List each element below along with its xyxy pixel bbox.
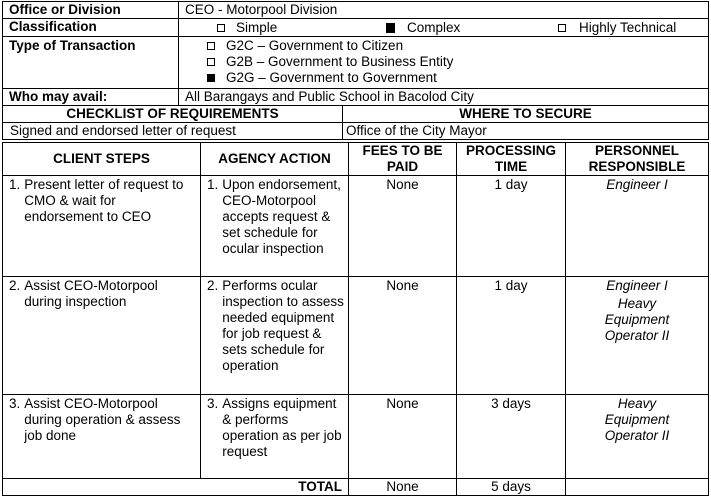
- processing-time-header: PROCESSING TIME: [457, 143, 566, 176]
- avail-row: [3, 89, 709, 106]
- client-step-text: Assist CEO-Motorpool during operation & assess job done: [24, 396, 181, 443]
- checkbox-checked-icon[interactable]: [207, 74, 215, 82]
- client-step-text: Present letter of request to CMO & wait for endorsement to CEO: [24, 177, 184, 224]
- total-row: [3, 479, 709, 496]
- table-row: [3, 395, 709, 479]
- checklist-table: [2, 105, 709, 140]
- avail-label: Who may avail:: [3, 89, 179, 106]
- processing-time-value: 1 day: [457, 176, 566, 277]
- fees-value: None: [349, 277, 457, 395]
- step-number: 2.: [9, 278, 21, 293]
- total-fees: None: [349, 479, 457, 496]
- personnel-header: PERSONNEL RESPONSIBLE: [566, 143, 709, 176]
- requirement-item: Signed and endorsed letter of request: [3, 123, 343, 140]
- transaction-row: [3, 37, 709, 89]
- checkbox-unchecked-icon[interactable]: [207, 42, 215, 50]
- where-to-secure-item: Office of the City Mayor: [343, 123, 709, 140]
- classification-options: [179, 19, 709, 37]
- fees-value: None: [349, 176, 457, 277]
- step-number: 1.: [207, 177, 219, 192]
- office-row: [3, 2, 709, 19]
- client-steps-header: CLIENT STEPS: [3, 143, 201, 176]
- processing-time-value: 3 days: [457, 395, 566, 479]
- total-time: 5 days: [457, 479, 566, 496]
- personnel-value: Heavy Equipment Operator II: [566, 395, 709, 479]
- agency-action-text: Assigns equipment & performs operation as per job request: [222, 396, 342, 459]
- table-row: [3, 176, 709, 277]
- checkbox-unchecked-icon[interactable]: [558, 24, 566, 32]
- transaction-label: Type of Transaction: [3, 37, 179, 89]
- client-step-text: Assist CEO-Motorpool during inspection: [24, 278, 158, 309]
- personnel-value: Engineer I Heavy Equipment Operator II: [566, 277, 709, 395]
- table-row: [3, 277, 709, 395]
- fees-header: FEES TO BE PAID: [349, 143, 457, 176]
- steps-table: [2, 142, 709, 496]
- office-label: Office or Division: [3, 2, 179, 19]
- transaction-option-g2g[interactable]: G2G – Government to Government: [207, 70, 708, 86]
- step-number: 3.: [9, 396, 21, 411]
- agency-action-text: Performs ocular inspection to assess needed equipment for job request & sets schedule for operation: [222, 278, 344, 373]
- classification-row: [3, 19, 709, 37]
- transaction-options: [179, 37, 709, 89]
- avail-value: All Barangays and Public School in Bacolod City: [179, 89, 709, 106]
- where-to-secure-header: WHERE TO SECURE: [343, 106, 709, 123]
- checkbox-unchecked-icon[interactable]: [217, 24, 225, 32]
- processing-time-value: 1 day: [457, 277, 566, 395]
- classification-option-complex[interactable]: Complex: [386, 20, 460, 36]
- checkbox-checked-icon[interactable]: [386, 23, 395, 33]
- transaction-option-g2c[interactable]: G2C – Government to Citizen: [207, 38, 708, 54]
- classification-label: Classification: [3, 19, 179, 37]
- personnel-value: Engineer I: [566, 176, 709, 277]
- total-label: TOTAL: [3, 479, 349, 496]
- step-number: 1.: [9, 177, 21, 192]
- transaction-option-g2b[interactable]: G2B – Government to Business Entity: [207, 54, 708, 70]
- checklist-header: CHECKLIST OF REQUIREMENTS: [3, 106, 343, 123]
- classification-option-simple[interactable]: Simple: [217, 20, 277, 36]
- checkbox-unchecked-icon[interactable]: [207, 58, 215, 66]
- step-number: 2.: [207, 278, 219, 293]
- agency-action-text: Upon endorsement, CEO-Motorpool accepts request & set schedule for ocular inspection: [222, 177, 341, 256]
- office-value: CEO - Motorpool Division: [179, 2, 709, 19]
- steps-header-row: [3, 143, 709, 176]
- fees-value: None: [349, 395, 457, 479]
- classification-option-highly-technical[interactable]: Highly Technical: [558, 20, 676, 36]
- total-personnel: [566, 479, 709, 496]
- step-number: 3.: [207, 396, 219, 411]
- service-info-table: [2, 1, 709, 106]
- agency-action-header: AGENCY ACTION: [201, 143, 349, 176]
